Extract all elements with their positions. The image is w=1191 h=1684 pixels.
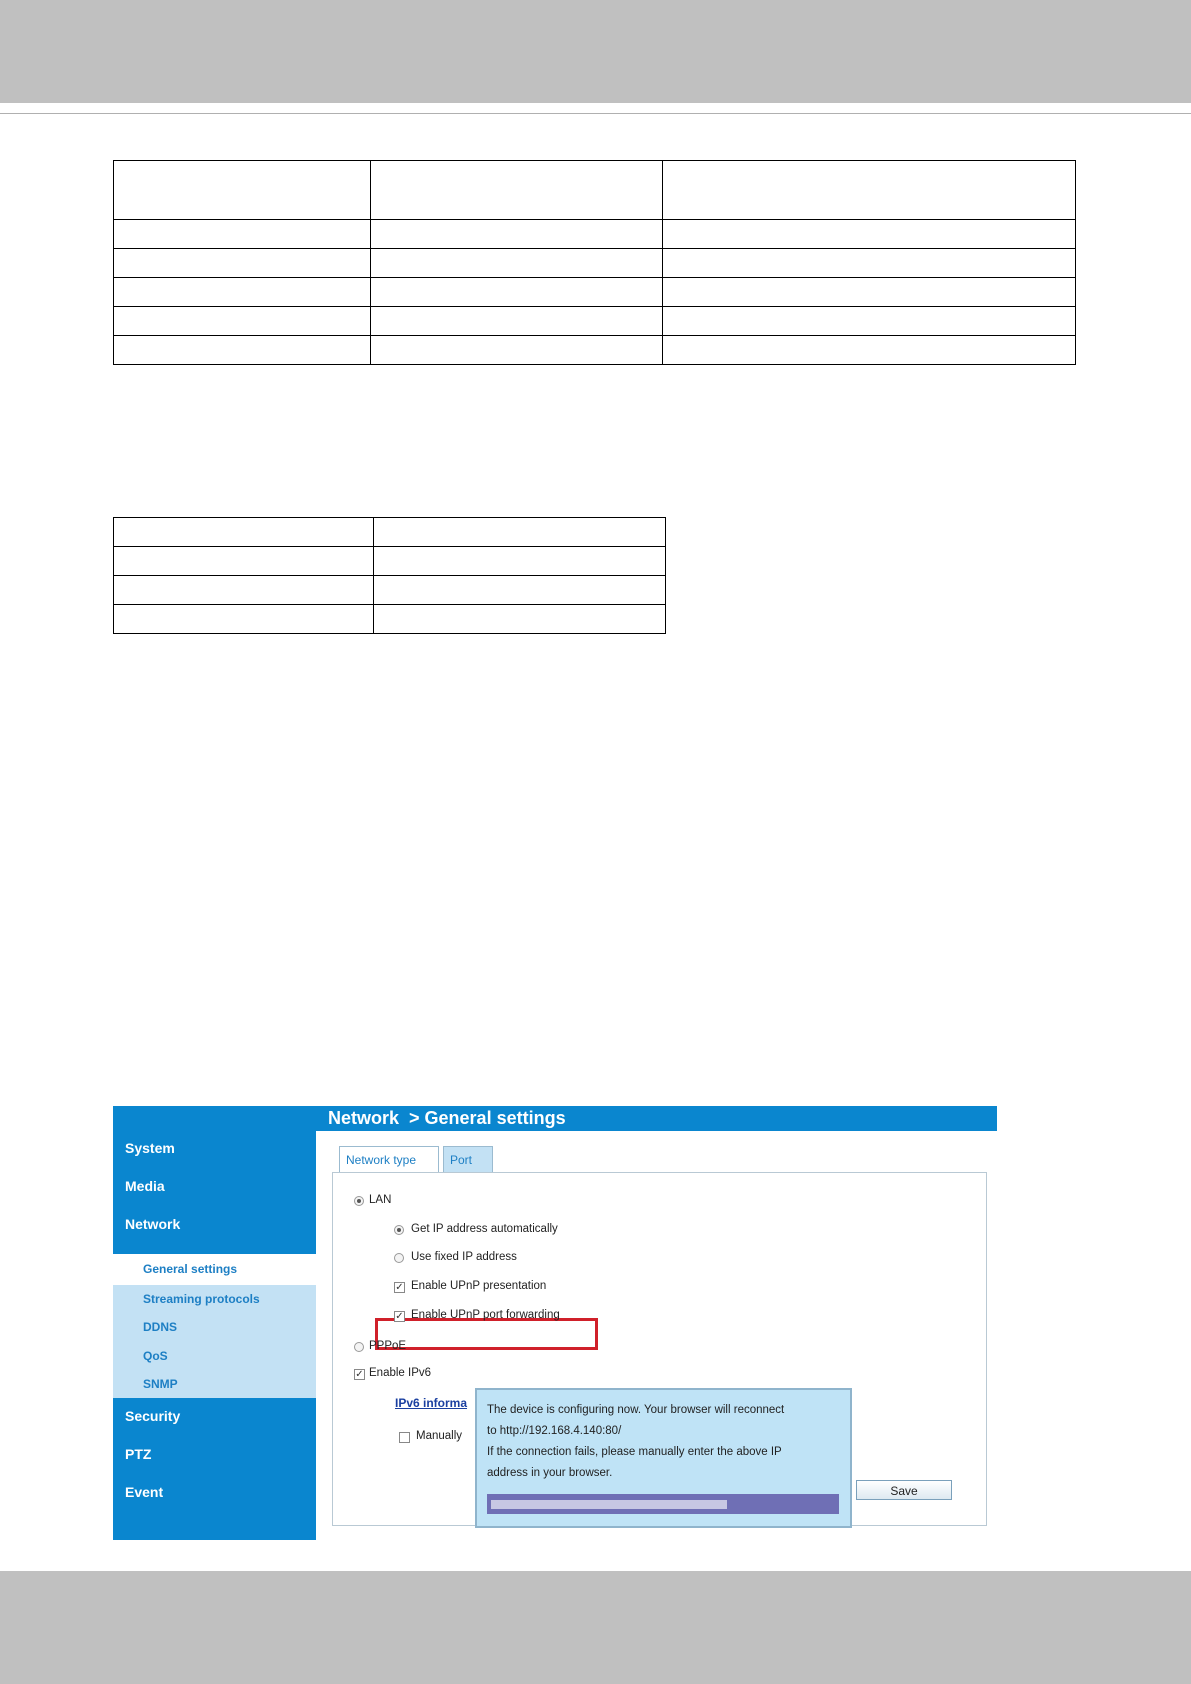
empty-table-1: [113, 160, 1076, 365]
table-row: [114, 161, 1076, 220]
sidebar-item-event[interactable]: Event: [125, 1484, 164, 1500]
page-title: Network > General settings: [328, 1108, 566, 1128]
progress-fill: [491, 1500, 727, 1509]
page-title-bar: [316, 1106, 997, 1131]
sidebar-item-ptz[interactable]: PTZ: [125, 1446, 152, 1462]
ipv6-checkbox[interactable]: ✓: [355, 1369, 364, 1380]
manually-checkbox[interactable]: [399, 1432, 410, 1443]
submenu-item-snmp[interactable]: SNMP: [143, 1377, 178, 1391]
sidebar: [113, 1106, 316, 1540]
ipv6-label: Enable IPv6: [369, 1367, 432, 1379]
table-row: [114, 249, 1076, 278]
table-row: [114, 336, 1076, 365]
dialog-message: [487, 1400, 837, 1484]
lan-radio[interactable]: [354, 1196, 364, 1206]
dialog-line-4: address in your browser.: [487, 1467, 613, 1479]
pppoe-radio[interactable]: [354, 1342, 364, 1352]
pppoe-label: PPPoE: [369, 1340, 407, 1352]
upnp-presentation-label: Enable UPnP presentation: [411, 1280, 547, 1292]
footer-band: [0, 1571, 1191, 1684]
header-band: [0, 0, 1191, 103]
dialog-line-3: If the connection fails, please manually enter the above IP: [487, 1446, 782, 1458]
submenu-item-streaming-protocols[interactable]: Streaming protocols: [143, 1292, 260, 1306]
lan-label: LAN: [369, 1194, 392, 1206]
table-row: [114, 547, 666, 576]
sidebar-item-security[interactable]: Security: [125, 1408, 181, 1424]
save-button[interactable]: Save: [856, 1480, 952, 1500]
get-ip-auto-label: Get IP address automatically: [411, 1223, 558, 1235]
upnp-presentation-checkbox[interactable]: ✓: [395, 1282, 404, 1293]
dialog-line-2: to http://192.168.4.140:80/: [487, 1425, 622, 1437]
table-row: [114, 220, 1076, 249]
sidebar-item-media[interactable]: Media: [125, 1178, 165, 1194]
table-row: [114, 278, 1076, 307]
header-divider: [0, 113, 1191, 114]
configuring-dialog: [475, 1388, 852, 1528]
fixed-ip-label: Use fixed IP address: [411, 1251, 517, 1263]
table-row: [114, 605, 666, 634]
submenu-item-general-settings[interactable]: General settings: [143, 1262, 238, 1276]
sidebar-item-network[interactable]: Network: [125, 1216, 181, 1232]
fixed-ip-radio[interactable]: [394, 1253, 404, 1263]
highlight-box: [375, 1318, 598, 1350]
submenu-item-qos[interactable]: QoS: [143, 1349, 168, 1363]
table-row: [114, 518, 666, 547]
submenu-item-ddns[interactable]: DDNS: [143, 1320, 178, 1334]
manually-label: Manually: [416, 1430, 463, 1442]
get-ip-auto-radio[interactable]: [394, 1225, 404, 1235]
upnp-forwarding-label: Enable UPnP port forwarding: [411, 1309, 560, 1321]
dialog-line-1: The device is configuring now. Your browser will reconnect: [487, 1404, 785, 1416]
network-settings-screenshot: [113, 1106, 997, 1540]
sidebar-item-system[interactable]: System: [125, 1140, 175, 1156]
ipv6-info-link[interactable]: IPv6 informa: [395, 1396, 468, 1410]
progress-bar: [487, 1494, 839, 1514]
upnp-forwarding-checkbox[interactable]: ✓: [395, 1311, 404, 1322]
table-row: [114, 576, 666, 605]
empty-table-2: [113, 517, 666, 634]
table-row: [114, 307, 1076, 336]
tab-network-type[interactable]: Network type: [339, 1146, 439, 1173]
tab-port[interactable]: Port: [443, 1146, 493, 1173]
